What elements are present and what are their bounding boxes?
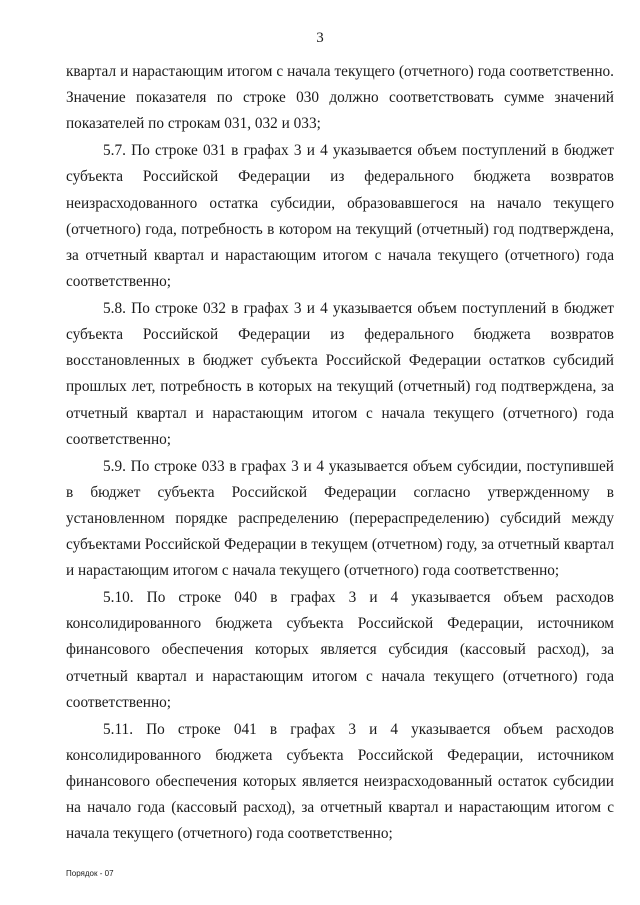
paragraph-5-9: 5.9. По строке 033 в графах 3 и 4 указывается объем субсидии, поступившей в бюджет субъекта Российской Федерации согласно утвержденному в установленном порядке распределению (перераспределению) субсидий между субъектами Российской Федерации в текущем (отчетном) году, за отчетный квартал и нарастающим итогом с начала текущего (отчетного) года соответственно; xyxy=(66,457,614,580)
paragraph-5-7: 5.7. По строке 031 в графах 3 и 4 указывается объем поступлений в бюджет субъекта Российской Федерации из федерального бюджета возвратов неизрасходованного остатка субсидии, образовавшегося на начало текущего (отчетного) года, потребность в котором на текущий (отчетный) год подтверждена, за отчетный квартал и нарастающим итогом с начала текущего (отчетного) года соответственно; xyxy=(66,142,614,291)
page-number: 3 xyxy=(316,30,324,46)
paragraph-continuation: квартал и нарастающим итогом с начала текущего (отчетного) года соответственно. Значение показателя по строке 030 должно соответствовать сумме значений показателей по строкам 031, 032 и 033; xyxy=(66,63,614,133)
footer-code: Порядок - 07 xyxy=(66,869,114,878)
paragraph-5-11: 5.11. По строке 041 в графах 3 и 4 указывается объем расходов консолидированного бюджета субъекта Российской Федерации, источником финансового обеспечения которых является неизрасходованный остаток субсидии на начало года (кассовый расход), за отчетный квартал и нарастающим итогом с начала текущего (отчетного) года соответственно; xyxy=(66,720,614,843)
paragraph-5-8: 5.8. По строке 032 в графах 3 и 4 указывается объем поступлений в бюджет субъекта Российской Федерации из федерального бюджета возвратов восстановленных в бюджет субъекта Российской Федерации остатков субсидий прошлых лет, потребность в которых на текущий (отчетный) год подтверждена, за отчетный квартал и нарастающим итогом с начала текущего (отчетного) года соответственно; xyxy=(66,299,614,448)
document-body xyxy=(66,59,614,848)
paragraph-5-10: 5.10. По строке 040 в графах 3 и 4 указывается объем расходов консолидированного бюджета субъекта Российской Федерации, источником финансового обеспечения которых является субсидия (кассовый расход), за отчетный квартал и нарастающим итогом с начала текущего (отчетного) года соответственно; xyxy=(66,589,614,711)
